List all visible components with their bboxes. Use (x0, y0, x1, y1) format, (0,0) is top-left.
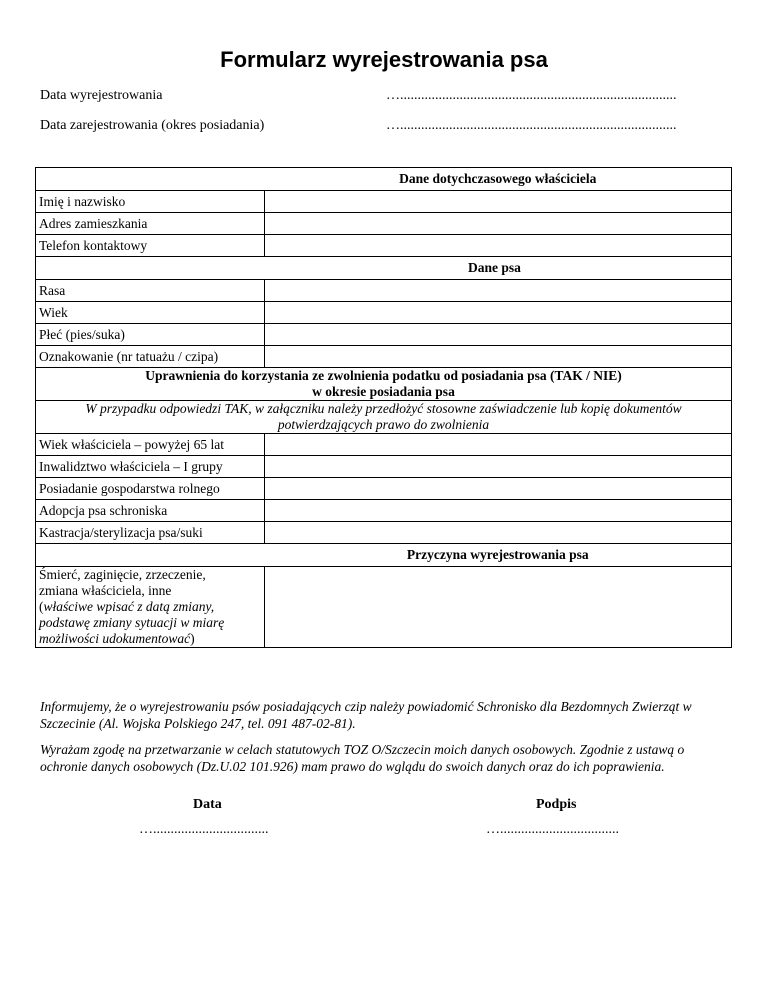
exemption-heading-line2: w okresie posiadania psa (312, 384, 455, 399)
owner-address-field[interactable] (265, 213, 732, 235)
deregistration-date-row (40, 88, 720, 106)
reason-label-paren-open: ( (39, 599, 44, 614)
exemption-adoption-label: Adopcja psa schroniska (36, 500, 265, 522)
reason-label-line2: zmiana właściciela, inne (39, 583, 172, 598)
exemption-farm-label: Posiadanie gospodarstwa rolnego (36, 478, 265, 500)
exemption-note-row (36, 401, 732, 434)
table-row (36, 235, 732, 257)
page-title: Formularz wyrejestrowania psa (220, 47, 548, 72)
dog-sex-label: Płeć (pies/suka) (36, 324, 265, 346)
exemption-note: W przypadku odpowiedzi TAK, w załączniku należy przedłożyć stosowne zaświadczenie lub kopię dokumentów potwierdzających prawo do zwolnienia (36, 401, 732, 434)
reason-label-paren-close: ) (190, 631, 195, 646)
dog-age-field[interactable] (265, 302, 732, 324)
table-row (36, 434, 732, 456)
reason-field[interactable] (265, 567, 732, 648)
signature-sign-label: Podpis (536, 797, 577, 812)
signature-date-field[interactable]: …................................. (139, 822, 269, 837)
dog-section-heading: Dane psa (36, 257, 732, 280)
table-row (36, 213, 732, 235)
table-row (36, 302, 732, 324)
dog-breed-label: Rasa (36, 280, 265, 302)
exemption-age-label: Wiek właściciela – powyżej 65 lat (36, 434, 265, 456)
reason-label-line1: Śmierć, zaginięcie, zrzeczenie, (39, 567, 206, 582)
owner-phone-label: Telefon kontaktowy (36, 235, 265, 257)
reason-label (36, 567, 265, 648)
exemption-heading-line1: Uprawnienia do korzystania ze zwolnienia podatku od posiadania psa (TAK / NIE) (145, 368, 622, 383)
shelter-notice: Informujemy, że o wyrejestrowaniu psów posiadających czip należy powiadomić Schronisko dla Bezdomnych Zwierząt w Szczecinie (Al. Wojska Polskiego 247, tel. 091 487-02-81). (40, 699, 692, 731)
registration-date-field[interactable]: …............................................................................... (386, 118, 677, 133)
reason-label-line4: podstawę zmiany sytuacji w miarę (39, 615, 225, 630)
reason-label-line3: właściwe wpisać z datą zmiany, (43, 599, 215, 614)
exemption-section-heading (36, 368, 732, 401)
reason-label-line5: możliwości udokumentować (39, 631, 191, 646)
table-row (36, 567, 732, 648)
dog-age-label: Wiek (36, 302, 265, 324)
dog-marking-field[interactable] (265, 346, 732, 368)
deregistration-date-field[interactable]: …............................................................................... (386, 88, 677, 103)
owner-section-heading: Dane dotychczasowego właściciela (265, 168, 732, 191)
dog-sex-field[interactable] (265, 324, 732, 346)
registration-date-row (40, 118, 720, 136)
exemption-farm-field[interactable] (265, 478, 732, 500)
table-row (36, 478, 732, 500)
registration-date-label: Data zarejestrowania (okres posiadania) (40, 118, 265, 133)
reason-section-heading: Przyczyna wyrejestrowania psa (265, 544, 732, 567)
owner-address-label: Adres zamieszkania (36, 213, 265, 235)
table-row (36, 500, 732, 522)
deregistration-form-table (35, 167, 732, 648)
exemption-neutering-label: Kastracja/sterylizacja psa/suki (36, 522, 265, 544)
owner-section-header-row (36, 168, 732, 191)
table-row (36, 522, 732, 544)
deregistration-date-label: Data wyrejestrowania (40, 88, 163, 103)
exemption-neutering-field[interactable] (265, 522, 732, 544)
signature-date-label: Data (193, 797, 222, 812)
reason-section-header-row (36, 544, 732, 567)
dog-breed-field[interactable] (265, 280, 732, 302)
dog-marking-label: Oznakowanie (nr tatuażu / czipa) (36, 346, 265, 368)
table-row (36, 324, 732, 346)
owner-name-label: Imię i nazwisko (36, 191, 265, 213)
signature-sign-field[interactable]: ….................................. (486, 822, 619, 837)
consent-notice: Wyrażam zgodę na przetwarzanie w celach statutowych TOZ O/Szczecin moich danych osobowych. Zgodnie z ustawą o ochronie danych osobowych (Dz.U.02 101.926) mam prawo do wglądu do swoich danych oraz do ich poprawienia. (40, 742, 685, 774)
owner-name-field[interactable] (265, 191, 732, 213)
exemption-adoption-field[interactable] (265, 500, 732, 522)
owner-phone-field[interactable] (265, 235, 732, 257)
exemption-age-field[interactable] (265, 434, 732, 456)
table-row (36, 346, 732, 368)
table-row (36, 280, 732, 302)
table-row (36, 456, 732, 478)
exemption-disability-field[interactable] (265, 456, 732, 478)
table-row (36, 191, 732, 213)
exemption-section-header-row (36, 368, 732, 401)
dog-section-header-row (36, 257, 732, 280)
exemption-disability-label: Inwalidztwo właściciela – I grupy (36, 456, 265, 478)
